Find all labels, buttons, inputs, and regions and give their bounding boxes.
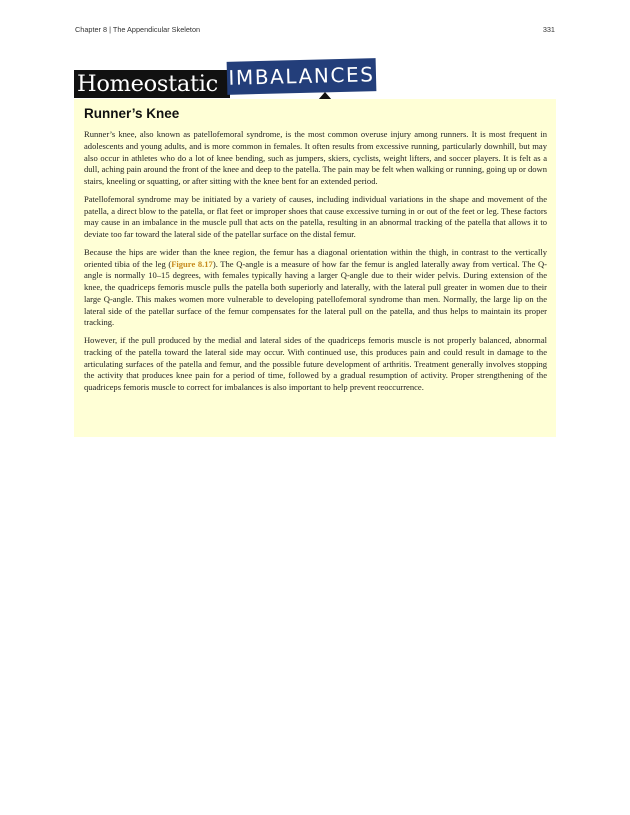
paragraph-3-text-before: Because the hips are wider than the knee region, the femur has a diagonal orientation within the thigh, in contrast to the vertically oriented tibia of the leg ( xyxy=(84,246,547,269)
running-header xyxy=(75,25,555,37)
box-heading: Runner’s Knee xyxy=(84,106,180,121)
paragraph-2: Patellofemoral syndrome may be initiated by a variety of causes, including individual variations in the shape and movement of the patella, a direct blow to the patella, or flat feet or improper shoes that cause excessive turning in or out of the feet or leg. These factors may cause in an imbalance in the muscle pull that acts on the patella, resulting in an abnormal tracking of the patella that allows it to deviate too far toward the lateral side of the patellar surface on the distal femur. xyxy=(84,193,547,239)
paragraph-1: Runner’s knee, also known as patellofemoral syndrome, is the most common overuse injury among runners. It is most frequent in adolescents and young adults, and is more common in females. It often results from excessive running, particularly downhill, but may also occur in athletes who do a lot of knee bending, such as jumpers, skiers, cyclists, weight lifters, and soccer players. It is felt as a dull, aching pain around the front of the knee and deep to the patella. The pain may be felt when walking or running, going up or down stairs, kneeling or squatting, or after sitting with the knee bent for an extended period. xyxy=(84,129,547,186)
homeostatic-imbalance-box xyxy=(74,99,556,437)
feature-badge: IMBALANCES xyxy=(227,58,377,95)
paragraph-3-text-after: ). The Q-angle is a measure of how far the femur is angled laterally away from vertical. The Q-angle is normally 10–15 degrees, with females typically having a larger Q-angle due to their wider pelvis. During extension of the knee, the quadriceps femoris muscle pulls the patella both superiorly and laterally, with the lateral pull greater in women due to their large Q-angle. This makes women more vulnerable to developing patellofemoral syndrome than men. Normally, the large lip on the lateral side of the patellar surface of the femur compensates for the lateral pull on the patella, and thus helps to maintain its proper tracking. xyxy=(84,258,547,328)
page-number: 331 xyxy=(542,25,555,34)
chapter-title: Chapter 8 | The Appendicular Skeleton xyxy=(75,25,201,34)
figure-8-17-link[interactable]: Figure 8.17 xyxy=(171,258,213,269)
paragraph-3 xyxy=(84,247,547,329)
paragraph-4: However, if the pull produced by the medial and lateral sides of the quadriceps femoris muscle is not properly balanced, abnormal tracking of the patella toward the lateral side may occur. With continued use, this produces pain and could result in damage to the articulating surfaces of the patella and femur, and the possible future development of arthritis. Treatment generally involves stopping the activity that produces knee pain for a period of time, followed by a gradual resumption of activity. Proper strengthening of the quadriceps femoris muscle to correct for imbalances is also important to help prevent reoccurrence. xyxy=(84,335,547,392)
feature-title: Homeostatic xyxy=(74,70,230,98)
